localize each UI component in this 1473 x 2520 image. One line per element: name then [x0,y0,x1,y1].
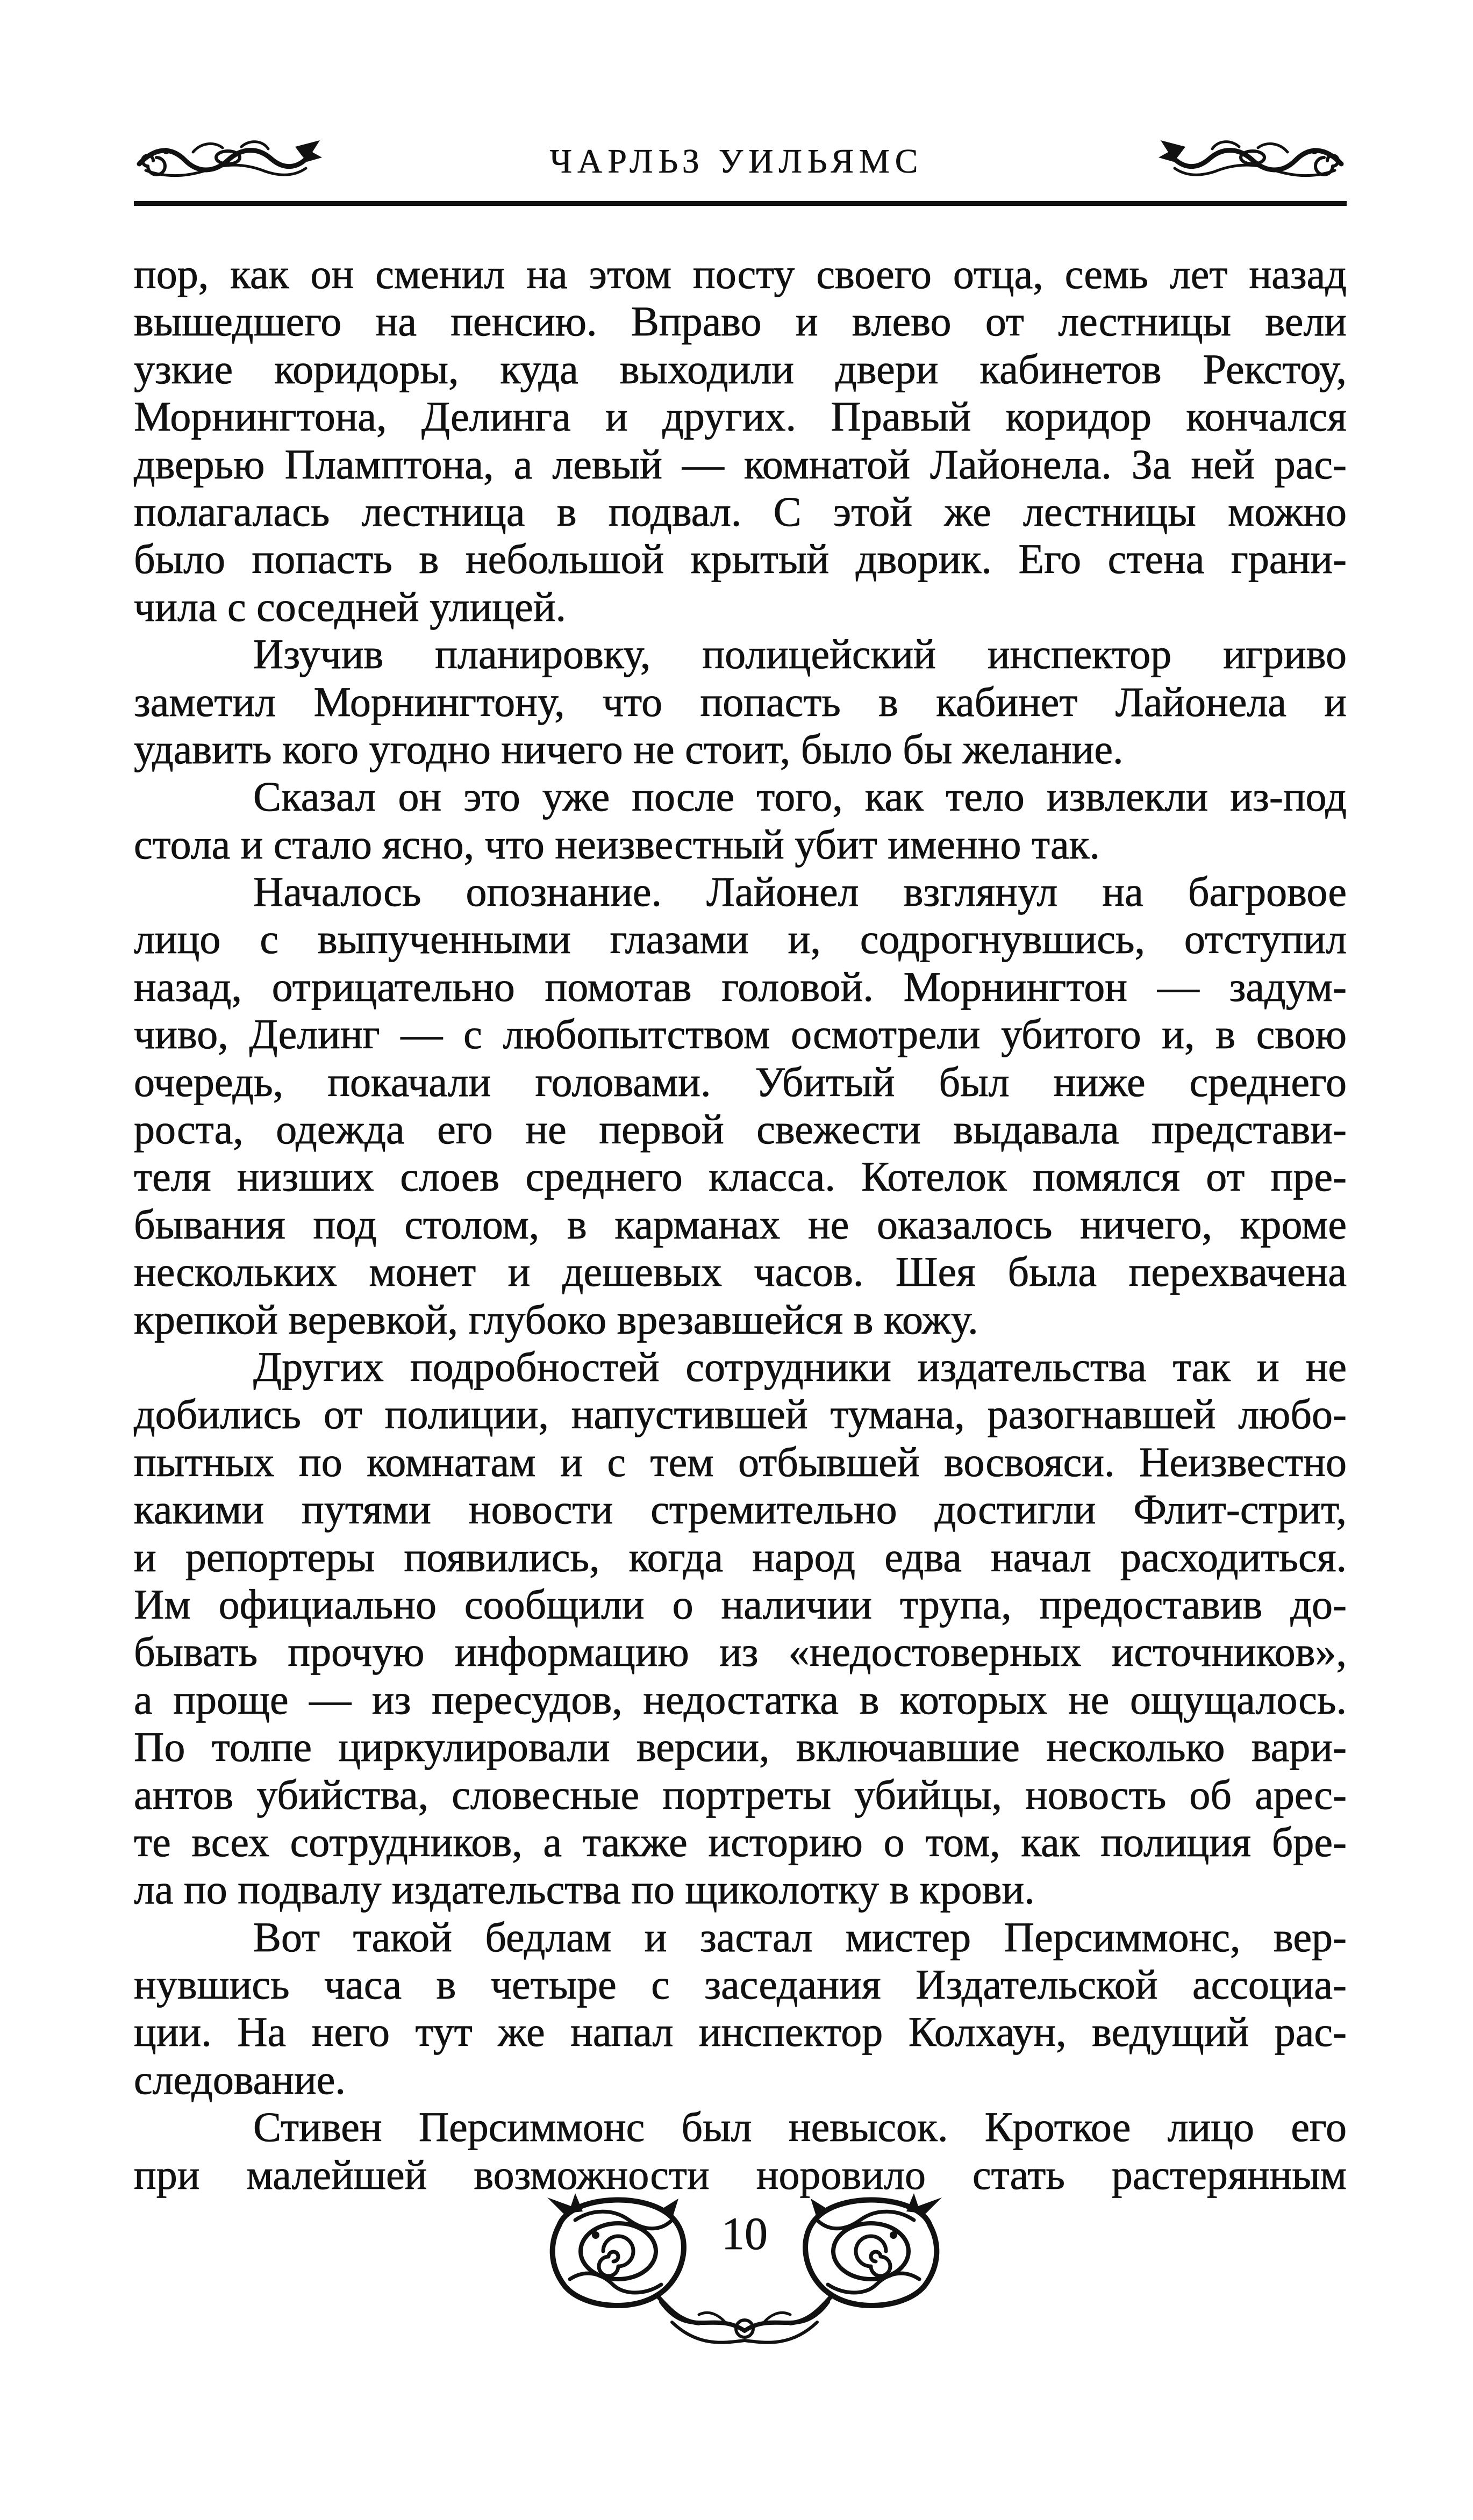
text-line: чиво, Делинг — с любопытством осмотрели убитого и, в свою [134,1011,1347,1058]
text-line: антов убийства, словесные портреты убийцы, новость об арес- [134,1771,1347,1818]
body-text [134,250,1347,2199]
text-line: Вот такой бедлам и застал мистер Персиммонс, вер- [253,1913,1347,1960]
text-line: чила с соседней улицей. [134,583,566,630]
text-line: лицо с выпученными глазами и, содрогнувшись, отступил [134,915,1347,963]
text-line: очередь, покачали головами. Убитый был ниже среднего [134,1058,1347,1105]
text-line: назад, отрицательно помотав головой. Морнингтон — задум- [134,963,1347,1010]
text-line: вышедшего на пенсию. Вправо и влево от лестницы вели [134,298,1347,345]
paragraph [134,631,1347,773]
text-line: следование. [134,2056,346,2103]
text-line: роста, одежда его не первой свежести выдавала представи- [134,1106,1347,1153]
text-line: и репортеры появились, когда народ едва начал расходиться. [134,1533,1347,1580]
paragraph [134,250,1347,631]
text-line: теля низших слоев среднего класса. Котелок помялся от пре- [134,1153,1347,1200]
paragraph [134,1914,1347,2104]
text-line: крепкой веревкой, глубоко врезавшейся в кожу. [134,1295,978,1343]
text-line: Им официально сообщили о наличии трупа, предоставив до- [134,1580,1347,1628]
footer-knot-right-icon [790,2193,942,2323]
text-line: дверью Пламптона, а левый — комнатой Лайонела. За ней рас- [134,440,1347,488]
paragraph [134,1343,1347,1914]
text-line: ла по подвалу издательства по щиколотку в крови. [134,1866,1035,1913]
paragraph [134,2103,1347,2199]
text-line: удавить кого угодно ничего не стоит, было бы желание. [134,725,1124,772]
text-line: бывать прочую информацию из «недостоверных источников», [134,1628,1347,1676]
text-line: какими путями новости стремительно достигли Флит-стрит, [134,1486,1347,1533]
text-line: заметил Морнингтону, что попасть в кабинет Лайонела и [134,678,1347,725]
text-line: а проще — из пересудов, недостатка в которых не ощущалось. [134,1676,1347,1723]
header-rule [134,201,1347,206]
text-line: Морнингтона, Делинга и других. Правый коридор кончался [134,393,1347,440]
text-line: те всех сотрудников, а также историю о том, как полиция бре- [134,1818,1347,1865]
text-line: было попасть в небольшой крытый дворик. Его стена грани- [134,535,1347,583]
text-line: полагалась лестница в подвал. С этой же лестницы можно [134,488,1347,535]
text-line: Изучив планировку, полицейский инспектор игриво [253,631,1347,678]
text-line: нувшись часа в четыре с заседания Издательской ассоциа- [134,1961,1347,2008]
text-line: Других подробностей сотрудники издательства так и не [253,1343,1347,1390]
text-line: Началось опознание. Лайонел взглянул на багровое [253,868,1347,915]
text-line: Сказал он это уже после того, как тело извлекли из-под [253,773,1347,820]
paragraph [134,773,1347,868]
footer-knot-left-icon [547,2193,699,2323]
running-title: ЧАРЛЬЗ УИЛЬЯМС [549,142,924,180]
page-number: 10 [721,2208,768,2259]
paragraph [134,868,1347,1343]
text-line: добились от полиции, напустившей тумана, разогнавшей любо- [134,1391,1347,1438]
text-line: узкие коридоры, куда выходили двери кабинетов Рекстоу, [134,345,1347,392]
text-line: По толпе циркулировали версии, включавшие несколько вари- [134,1723,1347,1771]
serpent-ornament-icon [1157,131,1347,182]
text-line: стола и стало ясно, что неизвестный убит именно так. [134,820,1100,868]
text-line: пытных по комнатам и с тем отбывшей восвояси. Неизвестно [134,1438,1347,1485]
text-line: Стивен Персиммонс был невысок. Кроткое лицо его [253,2103,1347,2151]
text-line: бывания под столом, в карманах не оказалось ничего, кроме [134,1200,1347,1248]
text-line: нескольких монет и дешевых часов. Шея была перехвачена [134,1248,1347,1295]
text-line: ции. На него тут же напал инспектор Колхаун, ведущий рас- [134,2008,1347,2056]
text-line: пор, как он сменил на этом посту своего отца, семь лет назад [134,250,1347,297]
text-line: при малейшей возможности норовило стать растерянным [134,2151,1347,2198]
